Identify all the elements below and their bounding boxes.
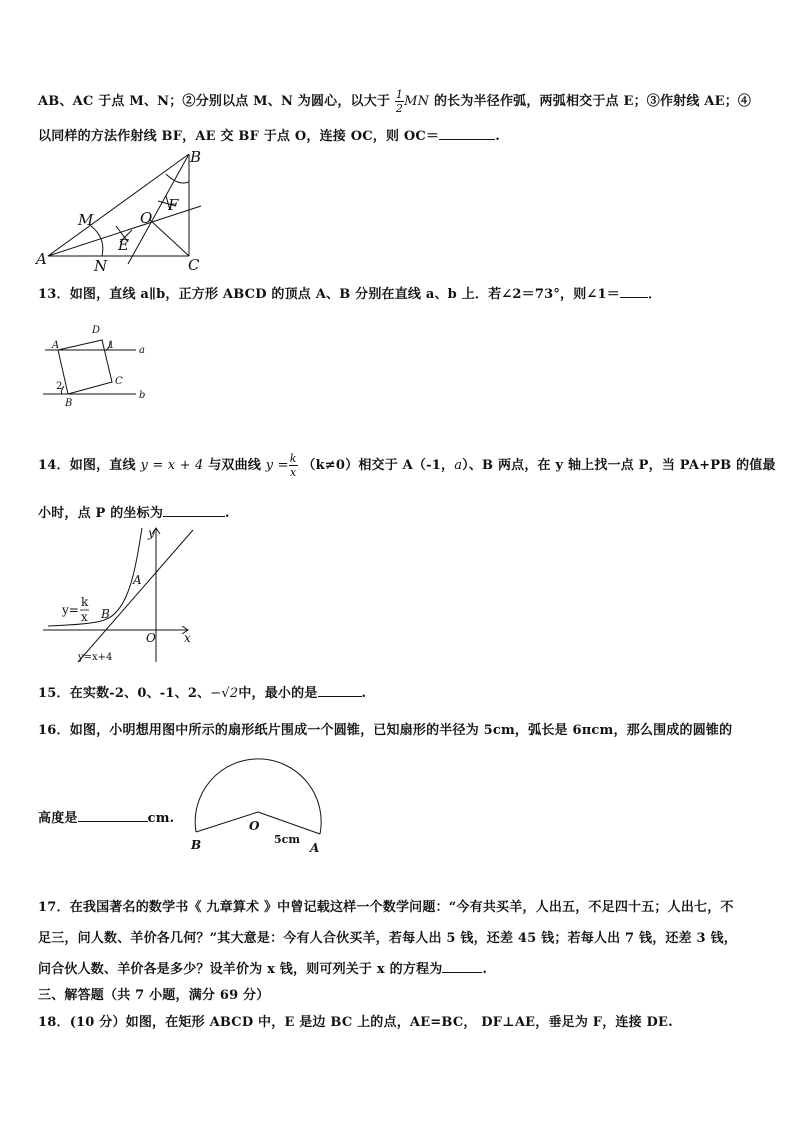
q15-part-b: 中，最小的是 [238, 686, 318, 701]
label-line-b: b [139, 390, 146, 401]
line-y-x-plus-4 [78, 530, 193, 662]
label-m: M [78, 211, 94, 229]
q14-eq2-frac [289, 452, 298, 479]
q14-line2 [38, 502, 230, 521]
label-a: A [36, 250, 47, 268]
q12-figure [36, 146, 216, 275]
section-3-heading [38, 984, 269, 1003]
q17-line3-text: 问合伙人数、羊价各是多少？设羊价为 x 钱，则可列关于 x 的方程为 [38, 962, 443, 977]
q14-eq1: y = x + 4 [140, 458, 204, 473]
eq2-den: x [290, 466, 297, 479]
q16-line1 [38, 719, 732, 738]
hyp-label-num: k [81, 595, 89, 609]
q14-part-a: 14．如图，直线 [38, 458, 136, 473]
q17-line3-end: . [482, 962, 488, 977]
q15-text [38, 682, 366, 701]
label-a: A [310, 841, 320, 855]
q17-line2-text: 足三，问人数、羊价各几何？”其大意是：今有人合伙买羊，若每人出 5 钱，还差 45 钱；若每人出 7 钱，还差 3 钱， [38, 931, 737, 946]
hyp-label-left: y= [62, 603, 79, 617]
q14-part-d: ）、B 两点，在 y 轴上找一点 P，当 PA+PB 的值最 [462, 458, 776, 473]
q16-line2-end: cm. [147, 811, 175, 826]
label-o: O [146, 631, 156, 645]
label-c: C [115, 376, 123, 387]
q13-text [38, 283, 661, 302]
q12-answer-blank[interactable] [439, 129, 495, 140]
q17-line2 [38, 927, 737, 946]
label-line-a: a [139, 345, 145, 356]
q12-line2 [38, 125, 500, 144]
q13-end: ． [647, 287, 662, 302]
label-y: y [148, 526, 155, 540]
q14-figure [38, 522, 198, 664]
q14-part-b: 与双曲线 [208, 458, 262, 473]
q12-line2-end: . [495, 129, 500, 144]
q17-line1-text: 17．在我国著名的数学书《 九章算术 》中曾记载这样一个数学问题：“今有共买羊，人出五，不足四十五；人出七，不 [38, 900, 734, 915]
q15-end: . [361, 686, 367, 701]
eq2-num: k [289, 452, 297, 465]
q14-answer-blank[interactable] [163, 506, 225, 517]
label-d: D [92, 325, 101, 336]
q14-line1 [38, 452, 776, 479]
label-o: O [140, 209, 153, 227]
label-f: F [168, 196, 179, 214]
q18-question: 18．(10 分）如图，在矩形 ABCD 中，E 是边 BC 上的点，AE=BC， DF⊥AE，垂足为 F，连接 DE. [38, 1015, 673, 1030]
label-angle-2: 2 [56, 381, 63, 392]
radius-oa [258, 812, 320, 834]
q16-question: 16．如图，小明想用图中所示的扇形纸片围成一个圆锥，已知扇形的半径为 5cm，弧长是 6πcm，那么围成的圆锥的 [38, 723, 733, 738]
q16-line2-text: 高度是 [38, 811, 78, 826]
q17-line3 [38, 958, 487, 977]
label-o: O [249, 819, 260, 833]
q14-eq2-left: y = [265, 458, 289, 473]
q12-fraction [395, 88, 404, 115]
q12-line1-part-b: 的长为半径作弧，两弧相交于点 E；③作射线 AE；④ [433, 94, 752, 109]
label-c: C [188, 256, 200, 274]
q17-line1 [38, 896, 734, 915]
q18-text [38, 1011, 673, 1030]
label-e: E [118, 236, 129, 254]
label-angle-1: 1 [108, 340, 115, 351]
q12-line1 [38, 88, 751, 115]
q13-figure [40, 318, 160, 413]
label-a: A [133, 573, 142, 587]
q12-line1-part-a: AB、AC 于点 M、N；②分别以点 M、N 为圆心，以大于 [38, 94, 391, 109]
label-b: B [65, 398, 73, 409]
q15-sqrt: −√2 [210, 686, 239, 701]
frac-den: 2 [395, 102, 404, 115]
label-b: B [190, 148, 202, 166]
q15-answer-blank[interactable] [318, 686, 362, 697]
q16-figure [186, 752, 331, 857]
q17-answer-blank[interactable] [442, 962, 482, 973]
q13-answer-blank[interactable] [620, 287, 648, 298]
label-b: B [191, 838, 202, 852]
q14-part-c: （k≠0）相交于 A（-1， [302, 458, 455, 473]
q12-mn: MN [404, 94, 430, 109]
q15-part-a: 15．在实数-2、0、-1、2、 [38, 686, 211, 701]
q16-answer-blank[interactable] [78, 811, 148, 822]
q14-line2-end: . [225, 506, 230, 521]
line-label: y=x+4 [78, 652, 113, 663]
q14-a-var: a [454, 458, 463, 473]
q16-line2 [38, 807, 174, 826]
section-3-title: 三、解答题（共 7 小题，满分 69 分） [38, 988, 270, 1003]
label-a: A [52, 340, 60, 351]
label-x: x [184, 631, 191, 645]
frac-num: 1 [395, 88, 404, 101]
label-radius: 5cm [274, 833, 300, 846]
q14-line2-text: 小时，点 P 的坐标为 [38, 506, 164, 521]
q12-line2-text: 以同样的方法作射线 BF，AE 交 BF 于点 O，连接 OC，则 OC＝ [38, 129, 440, 144]
square-abcd [58, 340, 115, 394]
hyp-label-den: x [81, 610, 88, 624]
label-b: B [101, 607, 110, 621]
q13-question: 13．如图，直线 a∥b，正方形 ABCD 的顶点 A、B 分别在直线 a、b 上．若∠2＝73°，则∠1＝ [38, 287, 620, 302]
segment-oc [149, 219, 189, 256]
label-n: N [94, 257, 108, 275]
